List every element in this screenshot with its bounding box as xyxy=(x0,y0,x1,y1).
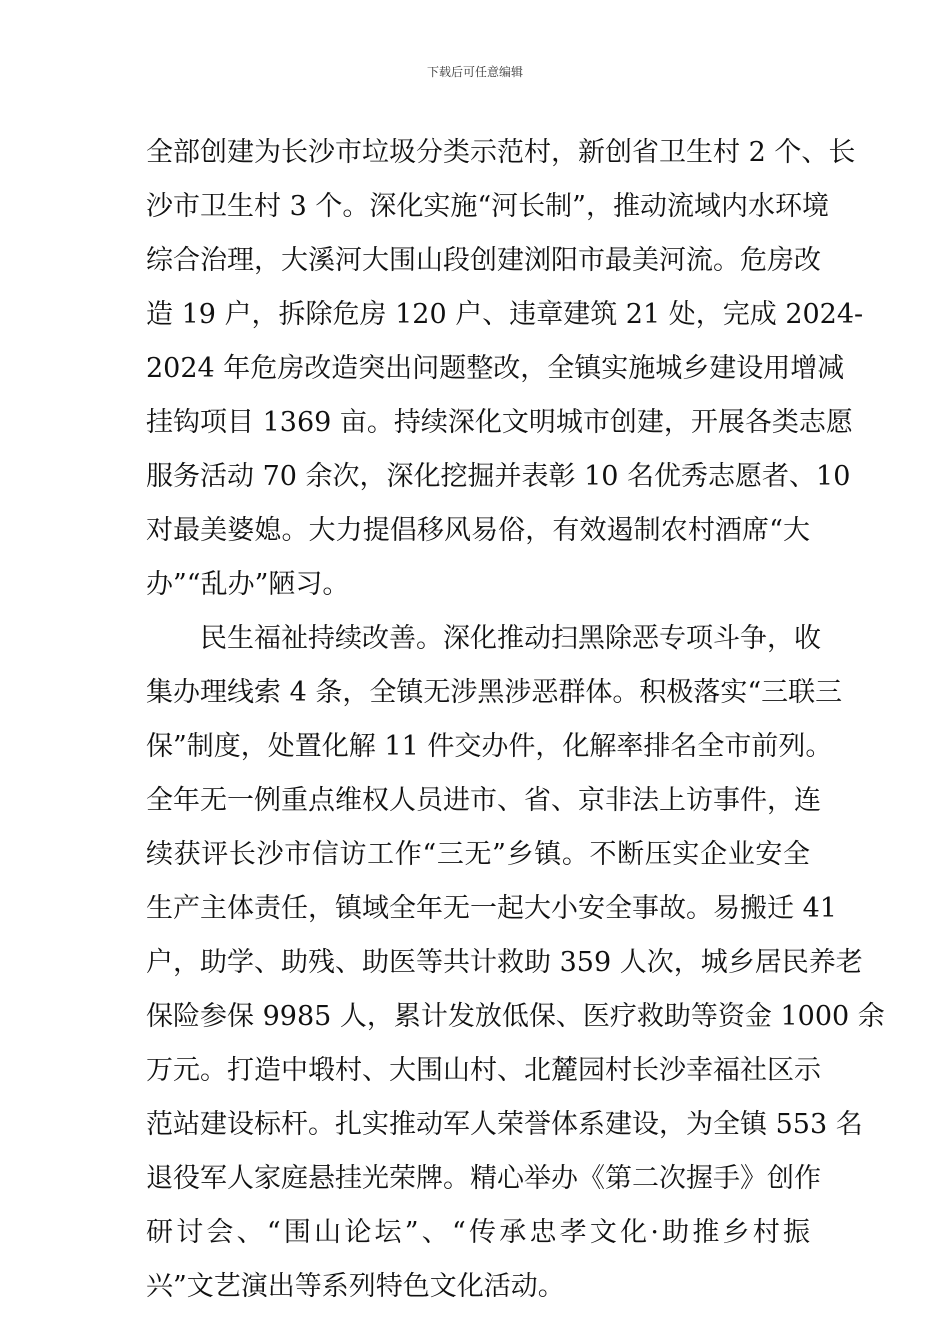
text-line: 保险参保 9985 人，累计发放低保、医疗救助等资金 1000 余 xyxy=(146,1001,885,1032)
text-line: 集办理线索 4 条，全镇无涉黑涉恶群体。积极落实“三联三 xyxy=(146,677,843,708)
paragraph-environment xyxy=(146,126,864,612)
text-line: 服务活动 70 余次，深化挖掘并表彰 10 名优秀志愿者、10 xyxy=(146,461,851,492)
text-line: 全部创建为长沙市垃圾分类示范村，新创省卫生村 2 个、长 xyxy=(146,137,856,168)
text-line: 造 19 户，拆除危房 120 户、违章建筑 21 处，完成 2024- xyxy=(146,299,864,330)
text-line: 生产主体责任，镇域全年无一起大小安全事故。易搬迁 41 xyxy=(146,893,837,924)
text-line: 全年无一例重点维权人员进市、省、京非法上访事件，连 xyxy=(146,785,821,816)
text-line: 续获评长沙市信访工作“三无”乡镇。不断压实企业安全 xyxy=(146,839,810,870)
text-line: 对最美婆媳。大力提倡移风易俗，有效遏制农村酒席“大 xyxy=(146,515,810,546)
text-line: 保”制度，处置化解 11 件交办件，化解率排名全市前列。 xyxy=(146,731,833,762)
text-line: 沙市卫生村 3 个。深化实施“河长制”，推动流域内水环境 xyxy=(146,191,829,222)
page-header-note: 下载后可任意编辑 xyxy=(426,65,523,79)
text-line: 2024 年危房改造突出问题整改，全镇实施城乡建设用增减 xyxy=(146,353,845,384)
document-body xyxy=(146,126,885,1314)
text-line: 兴”文艺演出等系列特色文化活动。 xyxy=(146,1271,565,1302)
text-line: 综合治理，大溪河大围山段创建浏阳市最美河流。危房改 xyxy=(146,245,821,276)
text-line: 退役军人家庭悬挂光荣牌。精心举办《第二次握手》创作 xyxy=(146,1163,821,1194)
text-line: 挂钩项目 1369 亩。持续深化文明城市创建，开展各类志愿 xyxy=(146,407,853,438)
text-line: 研讨会、“围山论坛”、“传承忠孝文化·助推乡村振 xyxy=(146,1217,810,1248)
text-line: 民生福祉持续改善。深化推动扫黑除恶专项斗争，收 xyxy=(200,623,821,654)
paragraph-livelihood xyxy=(146,612,885,1314)
text-line: 万元。打造中塅村、大围山村、北麓园村长沙幸福社区示 xyxy=(146,1055,821,1086)
text-line: 办”“乱办”陋习。 xyxy=(146,569,350,600)
text-line: 范站建设标杆。扎实推动军人荣誉体系建设，为全镇 553 名 xyxy=(146,1109,863,1140)
text-line: 户，助学、助残、助医等共计救助 359 人次，城乡居民养老 xyxy=(146,947,863,978)
